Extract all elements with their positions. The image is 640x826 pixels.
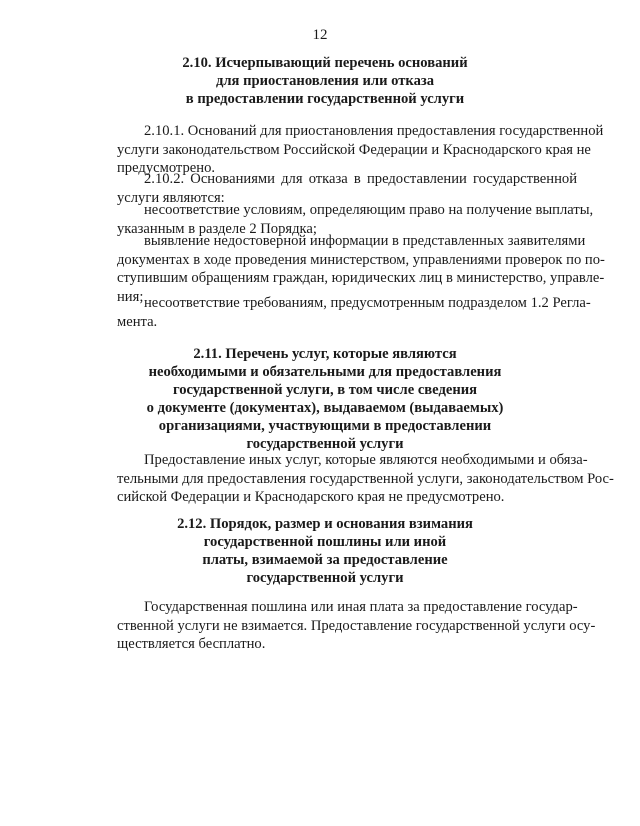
text-line: мента. — [117, 313, 158, 330]
paragraph-2-11 — [117, 451, 614, 507]
section-heading-2-10 — [60, 54, 590, 108]
heading-line: государственной услуги, в том числе сведения — [172, 382, 478, 398]
heading-line: государственной услуги — [246, 570, 404, 586]
heading-line: 2.10. Исчерпывающий перечень оснований — [182, 55, 468, 71]
text-line: выявление недостоверной информации в представленных заявителями — [144, 233, 586, 249]
text-line: Государственная пошлина или иная плата за предоставление государ- — [144, 599, 578, 615]
heading-line: 2.12. Порядок, размер и основания взимания — [177, 516, 473, 532]
section-heading-2-12 — [60, 515, 590, 587]
heading-line: в предоставлении государственной услуги — [185, 91, 465, 107]
text-line: сийской Федерации и Краснодарского края не предусмотрено. — [117, 489, 505, 506]
paragraph-2-12 — [117, 598, 596, 654]
text-line: предусмотрено. — [117, 160, 216, 177]
heading-line: о документе (документах), выдаваемом (выдаваемых) — [146, 400, 504, 416]
text-line: тельными для предоставления государственной услуги, законодательством Рос- — [117, 470, 614, 487]
text-line: ния; — [117, 288, 144, 305]
section-heading-2-11 — [60, 345, 590, 453]
heading-line: необходимыми и обязательными для предоставления — [148, 364, 502, 380]
text-line: ственной услуги не взимается. Предоставление государственной услуги осу- — [117, 617, 596, 634]
text-line: указанным в разделе 2 Порядка; — [117, 220, 317, 237]
text-line: ществляется бесплатно. — [117, 636, 266, 653]
text-line: 2.10.2. Основаниями для отказа в предоставлении государственной — [144, 171, 577, 187]
heading-line: для приостановления или отказа — [215, 73, 435, 89]
text-line: Предоставление иных услуг, которые являются необходимыми и обяза- — [144, 452, 588, 468]
heading-line: 2.11. Перечень услуг, которые являются — [193, 346, 457, 362]
text-line: ступившим обращениям граждан, юридических лиц в министерство, управле- — [117, 270, 605, 287]
heading-line: государственной услуги — [246, 436, 404, 452]
text-line: 2.10.1. Оснований для приостановления предоставления государственной — [144, 123, 604, 139]
text-line: несоответствие требованиям, предусмотренным подразделом 1.2 Регла- — [144, 295, 591, 311]
text-line: услуги являются: — [117, 189, 225, 206]
heading-line: платы, взимаемой за предоставление — [202, 552, 448, 568]
text-line: услуги законодательством Российской Федерации и Краснодарского края не — [117, 141, 591, 158]
heading-line: государственной пошлины или иной — [203, 534, 447, 550]
heading-line: организациями, участвующими в предоставлении — [158, 418, 492, 434]
page-number: 12 — [312, 27, 328, 43]
text-line: документах в ходе проведения министерством, управлениями проверок по по- — [117, 251, 605, 268]
text-line: несоответствие условиям, определяющим право на получение выплаты, — [144, 202, 594, 218]
list-item-requirements — [117, 294, 591, 331]
